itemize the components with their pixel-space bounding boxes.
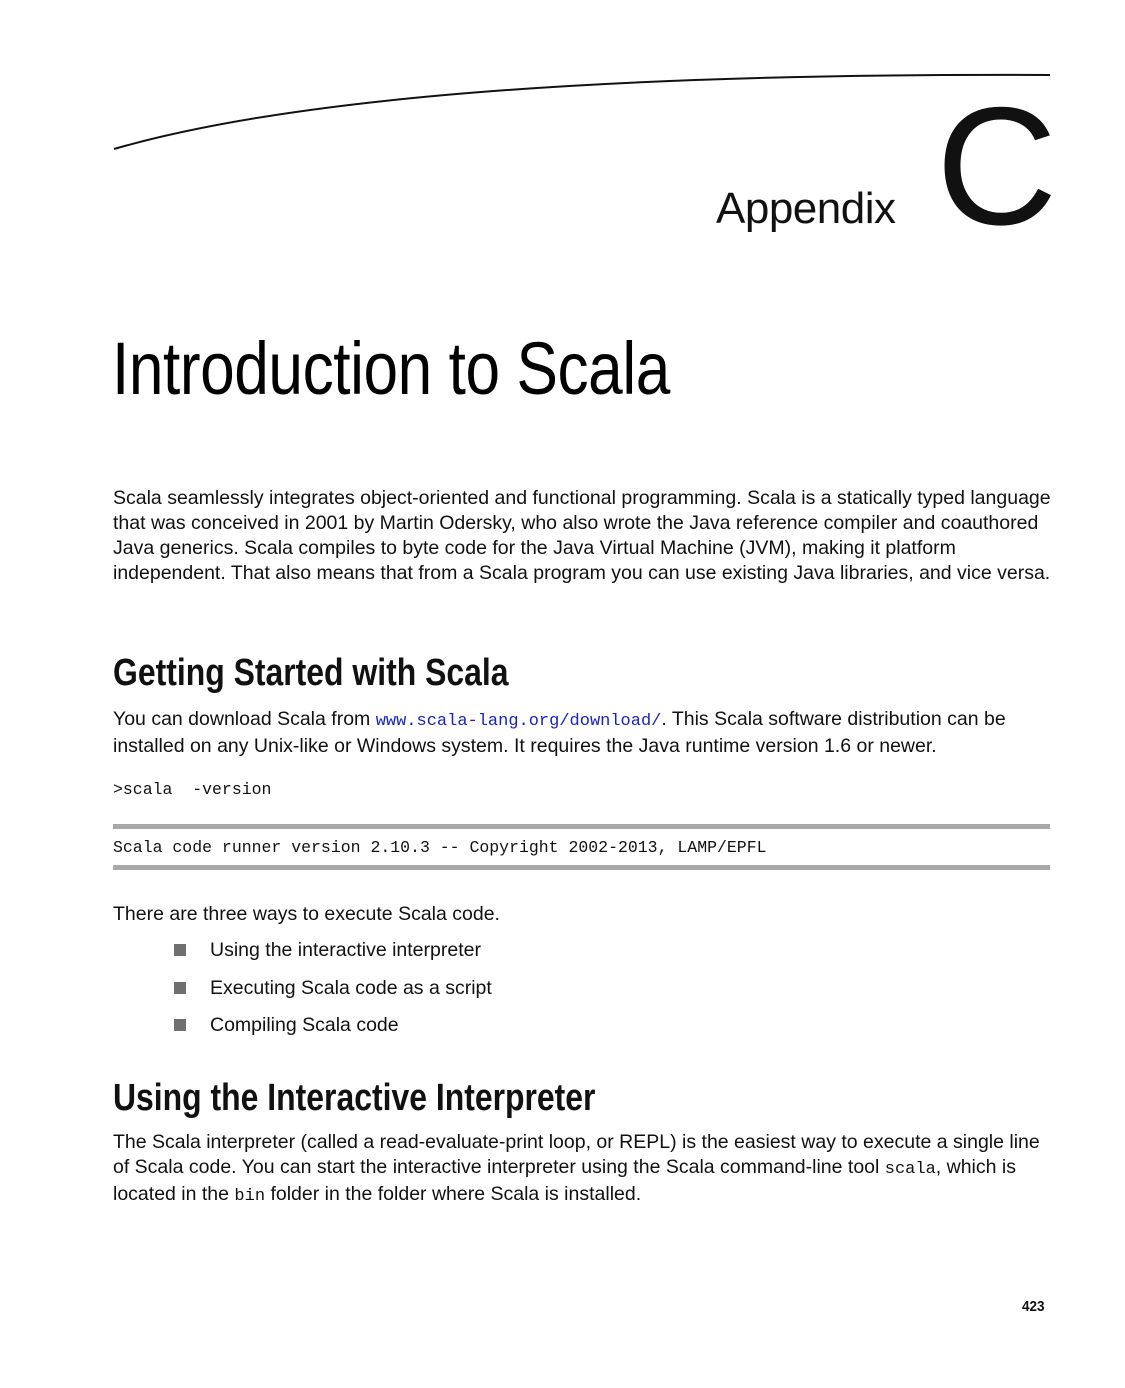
list-item-text: Compiling Scala code [210,1014,399,1036]
execution-ways-intro: There are three ways to execute Scala code. [113,903,500,925]
square-bullet-icon [174,982,186,994]
list-item [174,976,492,1014]
page-number: 423 [1022,1298,1045,1315]
section-heading-getting-started: Getting Started with Scala [113,652,509,694]
version-command: >scala -version [113,780,272,799]
interpreter-paragraph [113,1130,1053,1209]
download-text-after: . This Scala software distribution can be installed on any Unix-like or Windows system. It requires the Java runtime version 1.6 or newer. [113,708,1006,757]
square-bullet-icon [174,944,186,956]
interpreter-text-2: , which is located in the [113,1156,1016,1205]
execution-ways-list [174,938,492,1051]
list-item-text: Executing Scala code as a script [210,976,492,999]
list-item-text: Using the interactive interpreter [210,939,481,961]
inline-code-bin: bin [234,1187,266,1206]
download-text-before: You can download Scala from [113,708,376,730]
intro-paragraph: Scala seamlessly integrates object-oriented and functional programming. Scala is a statically typed language that was conceived in 2001 by Martin Odersky, who also wrote the Java reference compiler and coauthored Java generics. Scala compiles to byte code for the Java Virtual Machine (JVM), making it platform independent. That also means that from a Scala program you can use existing Java libraries, and vice versa. [113,487,1051,584]
inline-code-scala: scala [884,1160,936,1179]
list-item [174,1013,492,1051]
chapter-title: Introduction to Scala [112,327,670,410]
list-item [174,938,492,976]
download-paragraph [113,707,1053,759]
square-bullet-icon [174,1019,186,1031]
download-link[interactable]: www.scala-lang.org/download/ [375,712,662,731]
appendix-label: Appendix [716,184,896,233]
appendix-letter: C [936,72,1058,260]
command-output-text: Scala code runner version 2.10.3 -- Copyright 2002-2013, LAMP/EPFL [113,838,767,857]
section-heading-interactive-interpreter: Using the Interactive Interpreter [113,1077,596,1119]
interpreter-text-1: The Scala interpreter (called a read-evaluate-print loop, or REPL) is the easiest way to execute a single line of Scala code. You can start the interactive interpreter using the Scala command-line tool [113,1131,1040,1178]
command-output-box [113,824,1050,870]
interpreter-text-3: folder in the folder where Scala is installed. [265,1183,642,1205]
